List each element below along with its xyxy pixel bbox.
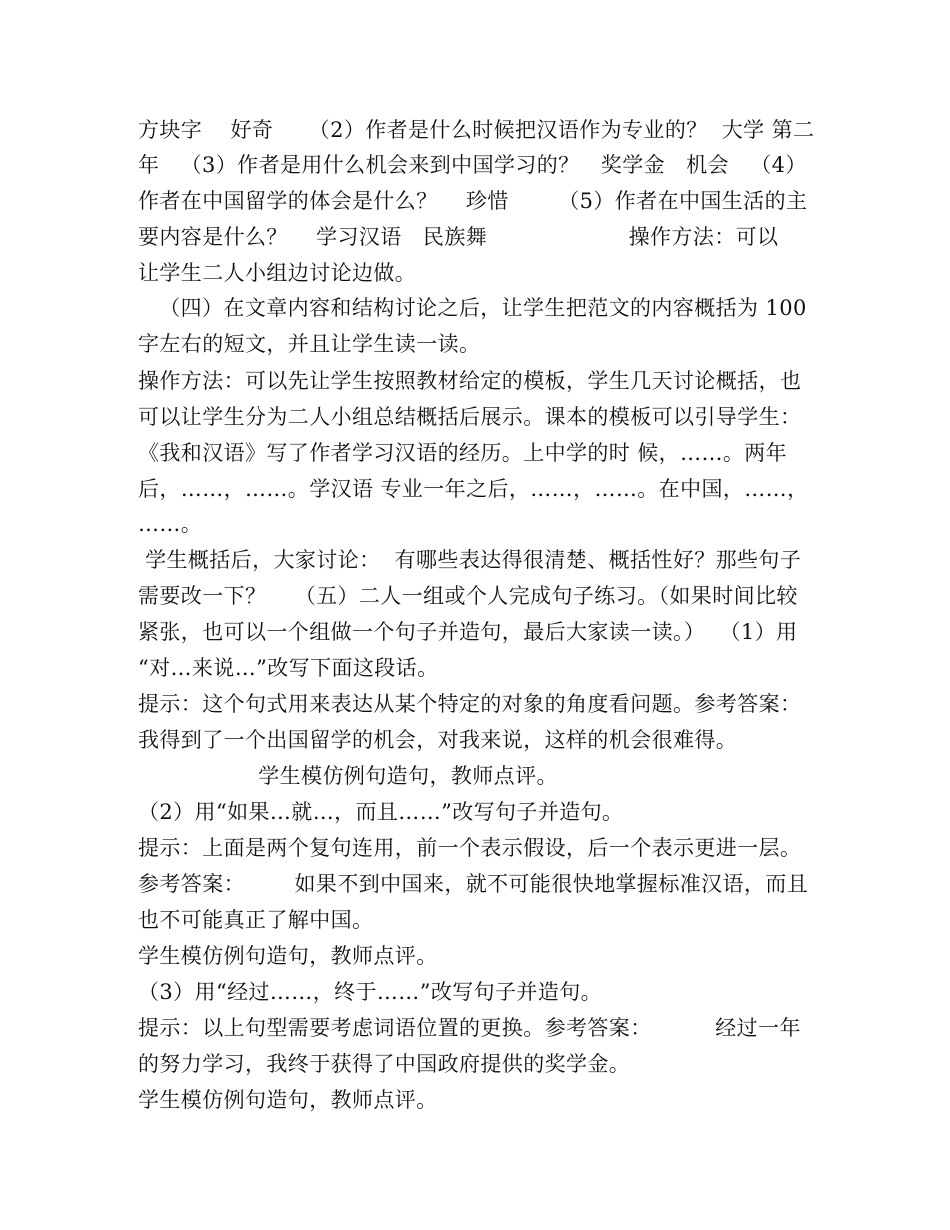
text-line: 需要改一下？ （五）二人一组或个人完成句子练习。（如果时间比较 (138, 584, 798, 608)
text-line: （2）用“如果…就…，而且……”改写句子并造句。 (138, 800, 624, 824)
text-line: 提示：上面是两个复句连用，前一个表示假设，后一个表示更进一层。 (138, 836, 802, 860)
text-line: 后，……，……。学汉语 专业一年之后，……，……。在中国，……， (138, 477, 809, 501)
text-line: 我得到了一个出国留学的机会，对我来说，这样的机会很难得。 (138, 728, 738, 752)
text-line: 操作方法：可以先让学生按照教材给定的模板，学生几天讨论概括，也 (138, 369, 802, 393)
text-line: 的努力学习，我终于获得了中国政府提供的奖学金。 (138, 1052, 631, 1076)
text-line: “对…来说…”改写下面这段话。 (138, 656, 439, 680)
text-line: 让学生二人小组边讨论边做。 (138, 261, 417, 285)
text-line: 提示：这个句式用来表达从某个特定的对象的角度看问题。参考答案： (138, 692, 802, 716)
text-line: 要内容是什么？ 学习汉语 民族舞 操作方法：可以 (138, 225, 779, 249)
text-line: 学生模仿例句造句，教师点评。 (138, 764, 558, 788)
text-line: 可以让学生分为二人小组总结概括后展示。课本的模板可以引导学生： (138, 405, 802, 429)
text-line: 年 （3）作者是用什么机会来到中国学习的？ 奖学金 机会 （4） (138, 153, 807, 177)
text-line: 作者在中国留学的体会是什么？ 珍惜 （5）作者在中国生活的主 (138, 189, 808, 213)
text-line: 字左右的短文，并且让学生读一读。 (138, 332, 481, 356)
text-line: 紧张，也可以一个组做一个句子并造句，最后大家读一读。） （1）用 (138, 620, 798, 644)
text-line: 也不可能真正了解中国。 (138, 908, 374, 932)
text-line: ……。 (138, 512, 203, 536)
text-line: （3）用“经过……，终于……”改写句子并造句。 (138, 980, 603, 1004)
text-line: 学生模仿例句造句，教师点评。 (138, 944, 438, 968)
text-line: 方块字 好奇 （2）作者是什么时候把汉语作为专业的？ 大学 第二 (138, 118, 815, 142)
text-line: 学生概括后，大家讨论： 有哪些表达得很清楚、概括性好？那些句子 (138, 548, 802, 572)
text-line: 学生模仿例句造句，教师点评。 (138, 1088, 438, 1112)
text-line: 《我和汉语》写了作者学习汉语的经历。上中学的时 候，……。两年 (138, 441, 788, 465)
text-line: 参考答案： 如果不到中国来，就不可能很快地掌握标准汉语，而且 (138, 872, 809, 896)
text-line: （四）在文章内容和结构讨论之后，让学生把范文的内容概括为 100 (138, 296, 807, 320)
text-line: 提示：以上句型需要考虑词语位置的更换。参考答案： 经过一年 (138, 1016, 801, 1040)
